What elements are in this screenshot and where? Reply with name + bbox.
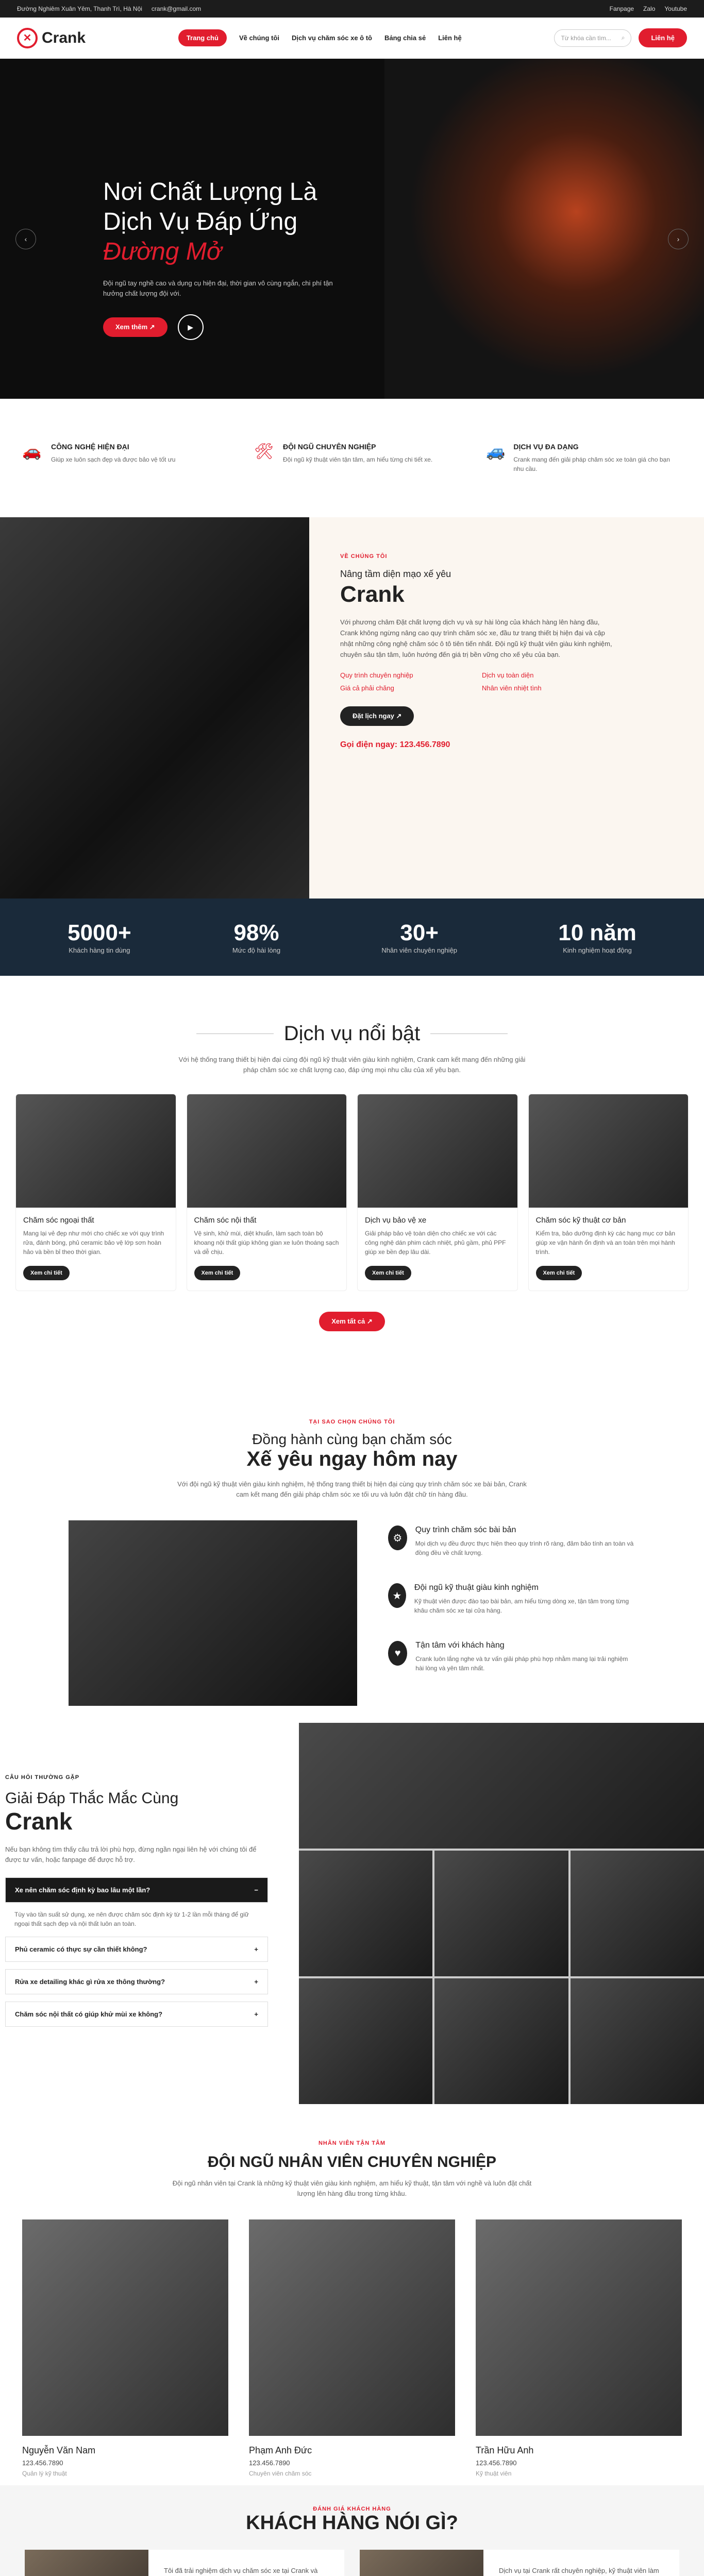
service-detail-button[interactable]: Xem chi tiết: [536, 1266, 582, 1280]
about-heading: Nâng tầm diện mạo xế yêu: [340, 569, 451, 579]
team-member: Phạm Anh Đức 123.456.7890 Chuyên viên chăm sóc: [249, 2219, 455, 2477]
team-member: Nguyễn Văn Nam 123.456.7890 Quản lý kỹ thuật: [22, 2219, 228, 2477]
services-section: Dịch vụ nổi bật Với hệ thống trang thiết bị hiện đại cùng đội ngũ kỹ thuật viên giàu kinh nghiệm, Crank cam kết mang đến những giải pháp chăm sóc xe chất lượng cao, đáp ứng mọi nhu cầu của xế yêu bạn. Chăm sóc ngoại thất Mang lại vẻ đẹp như mới cho chiếc xe với quy trình rửa, đánh bóng, phủ ceramic bảo vệ lớp sơn hoàn hảo và bền bỉ theo thời gian. Xem chi tiết Chăm sóc nội thất Vệ sinh, khử mùi, diệt khuẩn, làm sạch toàn bộ khoang nội thất giúp không gian xe luôn thoáng sạch và dễ chịu. Xem chi tiết Dịch vụ bảo vệ xe Giải pháp bảo vệ toàn diện cho chiếc xe với các công nghệ dán phim cách nhiệt, phủ gầm, phủ PPF giúp xe bền đẹp lâu dài. Xem chi tiết Chăm sóc kỹ thuật cơ bản Kiểm tra, bảo dưỡng định kỳ các hạng mục cơ bản giúp xe vận hành ổn định và an toàn trên mọi hành trình. Xem chi tiết Xem tất cả ↗: [0, 976, 704, 1388]
team-icon: 🛠: [254, 443, 274, 460]
fanpage-link[interactable]: Fanpage: [609, 5, 634, 12]
about-desc: Với phương châm Đặt chất lượng dịch vụ và sự hài lòng của khách hàng lên hàng đầu, Crank không ngừng nâng cao quy trình chăm sóc xe, đầu tư trang thiết bị hiện đại và cập nhật những công nghệ chăm sóc ô tô tiên tiến nhất. Đội ngũ kỹ thuật viên giàu kinh nghiệm, chuyên sâu tận tâm, luôn hướng đến giá trị bền vững cho xế yêu của bạn.: [340, 618, 612, 658]
faq-question-open[interactable]: Xe nên chăm sóc định kỳ bao lâu một lần? −: [5, 1877, 268, 1903]
service-detail-button[interactable]: Xem chi tiết: [194, 1266, 241, 1280]
about-section: [0, 517, 704, 899]
testimonials-section: ĐÁNH GIÁ KHÁCH HÀNG KHÁCH HÀNG NÓI GÌ? Tôi đã trải nghiệm dịch vụ chăm sóc xe tại Crank và Dịch vụ tại Crank rất chuyên nghiệp, kỹ thuật viên làm: [0, 2485, 704, 2576]
feature-item: 🚗 CÔNG NGHỆ HIỆN ĐẠI Giúp xe luôn sạch đẹp và được bảo vệ tốt ưu: [22, 443, 218, 473]
testimonial-card: Dịch vụ tại Crank rất chuyên nghiệp, kỹ thuật viên làm: [360, 2550, 679, 2576]
service-detail-button[interactable]: Xem chi tiết: [23, 1266, 70, 1280]
prev-slide-icon[interactable]: ‹: [15, 229, 36, 249]
faq-question[interactable]: Chăm sóc nội thất có giúp khử mùi xe không? +: [5, 2002, 268, 2027]
services-title: Dịch vụ nổi bật: [283, 1022, 421, 1045]
header: [0, 18, 704, 59]
process-icon: ⚙: [388, 1526, 407, 1550]
book-now-button[interactable]: Đặt lịch ngay ↗: [340, 706, 414, 726]
play-icon[interactable]: ▶: [178, 314, 204, 340]
about-tag: VỀ CHÚNG TÔI: [340, 553, 388, 560]
heart-icon: ♥: [388, 1641, 407, 1666]
nav-about[interactable]: Về chúng tôi: [239, 34, 279, 42]
features: [0, 399, 704, 517]
faq-section: CÂU HỎI THƯỜNG GẶP Giải Đáp Thắc Mắc Cùng Crank Nếu bạn không tìm thấy câu trả lời phù hợp, đừng ngần ngại liên hệ với chúng tôi để được tư vấn, hoặc fanpage để được hỗ trợ. Xe nên chăm sóc định kỳ bao lâu một lần? − Tùy vào tần suất sử dụng, xe nên được chăm sóc định kỳ từ 1-2 lần mỗi tháng để giữ ngoại thất sạch đẹp và nội thất luôn an toàn. Phủ ceramic có thực sự cần thiết không? + Rửa xe detailing khác gì rửa xe thông thường? + Chăm sóc nội thất có giúp khử mùi xe không? +: [0, 1723, 704, 2104]
top-bar: [0, 0, 704, 18]
search-icon[interactable]: ⌕: [621, 34, 625, 41]
zalo-link[interactable]: Zalo: [643, 5, 656, 12]
nav-services[interactable]: Dịch vụ chăm sóc xe ô tô: [291, 34, 372, 42]
nav-share[interactable]: Bảng chia sẻ: [384, 34, 426, 42]
service-card[interactable]: Chăm sóc ngoại thất Mang lại vẻ đẹp như mới cho chiếc xe với quy trình rửa, đánh bóng, phủ ceramic bảo vệ lớp sơn hoàn hảo và bền bỉ theo thời gian. Xem chi tiết: [15, 1094, 176, 1291]
hotline[interactable]: Gọi điện ngay: 123.456.7890: [340, 740, 450, 749]
team-section: NHÂN VIÊN TẬN TÂM ĐỘI NGŨ NHÂN VIÊN CHUYÊN NGHIỆP Đội ngũ nhân viên tại Crank là những kỹ thuật viên giàu kinh nghiệm, am hiểu kỹ thuật, tận tâm với nghề và luôn đặt chất lượng lên hàng đầu trong từng khâu. Nguyễn Văn Nam 123.456.7890 Quản lý kỹ thuật Phạm Anh Đức 123.456.7890 Chuyên viên chăm sóc Trần Hữu Anh 123.456.7890 Kỹ thuật viên: [0, 2104, 704, 2485]
hero-image: [384, 59, 704, 399]
service-icon: 🚙: [486, 443, 506, 460]
expert-icon: ★: [388, 1583, 406, 1608]
about-image: [0, 517, 309, 899]
service-detail-button[interactable]: Xem chi tiết: [365, 1266, 411, 1280]
minus-icon: −: [254, 1886, 258, 1894]
nav-home[interactable]: Trang chủ: [178, 29, 227, 46]
wrench-logo-icon: ✕: [17, 28, 38, 48]
all-services-button[interactable]: Xem tất cả ↗: [319, 1312, 385, 1331]
about-brand: Crank: [340, 582, 405, 607]
faq-question[interactable]: Phủ ceramic có thực sự cần thiết không? +: [5, 1937, 268, 1962]
stats-bar: 5000+ Khách hàng tin dùng 98% Mức độ hài lòng 30+ Nhân viên chuyên nghiệp 10 năm Kinh nghiệm hoạt động: [0, 899, 704, 976]
search-input[interactable]: Từ khóa cần tìm... ⌕: [554, 29, 631, 47]
service-card[interactable]: Chăm sóc kỹ thuật cơ bản Kiểm tra, bảo dưỡng định kỳ các hạng mục cơ bản giúp xe vận hành ổn định và an toàn trên mọi hành trình. Xem chi tiết: [528, 1094, 689, 1291]
email-link[interactable]: crank@gmail.com: [151, 5, 202, 12]
plus-icon: +: [254, 1978, 258, 1986]
plus-icon: +: [254, 2010, 258, 2018]
address-text: Đường Nghiêm Xuân Yêm, Thanh Trì, Hà Nội: [17, 5, 142, 12]
hero-title: Nơi Chất Lượng Là Dịch Vụ Đáp Ứng Đường Mở: [103, 178, 317, 265]
service-card[interactable]: Chăm sóc nội thất Vệ sinh, khử mùi, diệt khuẩn, làm sạch toàn bộ khoang nội thất giúp không gian xe luôn thoáng sạch và dễ chịu. Xem chi tiết: [187, 1094, 347, 1291]
main-nav: [178, 29, 462, 46]
plus-icon: +: [254, 1945, 258, 1953]
about-list: Quy trình chuyên nghiệp Dịch vụ toàn diện Giá cả phải chăng Nhân viên nhiệt tình: [340, 671, 542, 692]
nav-contact[interactable]: Liên hệ: [438, 34, 462, 42]
hero-desc: Đội ngũ tay nghề cao và dụng cụ hiện đại, thời gian vô cùng ngắn, chi phí tận hưởng chất lượng đội với.: [103, 279, 333, 297]
why-us-section: TẠI SAO CHỌN CHÚNG TÔI Đồng hành cùng bạn chăm sóc Xế yêu ngay hôm nay Với đội ngũ kỹ thuật viên giàu kinh nghiệm, hệ thống trang thiết bị hiện đại cùng quy trình chăm sóc xe bài bản, Crank cam kết mang đến giải pháp chăm sóc xe tối ưu và luôn đặt chữ tín hàng đầu. ⚙ Quy trình chăm sóc bài bản Mọi dịch vụ đều được thực hiện theo quy trình rõ ràng, đảm bảo tính an toàn và đồng đều về chất lượng. ★ Đội ngũ kỹ thuật giàu kinh nghiệm Kỹ thuật viên được đào tạo bài bản, am hiểu từng dòng xe, tận tâm trong từng khâu chăm sóc xe tại cửa hàng. ♥ Tận tâm với khách hàng Crank luôn lắng nghe và tư vấn giải pháp phù hợp nhằm mang lại trải nghiệm hài lòng và yên tâm nhất.: [0, 1388, 704, 1723]
faq-question[interactable]: Rửa xe detailing khác gì rửa xe thông thường? +: [5, 1969, 268, 1994]
contact-button[interactable]: Liên hệ: [639, 28, 687, 47]
youtube-link[interactable]: Youtube: [664, 5, 687, 12]
feature-item: 🚙 DỊCH VỤ ĐA DẠNG Crank mang đến giải pháp chăm sóc xe toàn giá cho bạn nhu cầu.: [486, 443, 670, 472]
hero-more-button[interactable]: Xem thêm ↗: [103, 317, 167, 337]
site-logo[interactable]: ✕ Crank: [17, 28, 86, 48]
next-slide-icon[interactable]: ›: [668, 229, 689, 249]
car-icon: 🚗: [22, 443, 42, 460]
feature-item: 🛠 ĐỘI NGŨ CHUYÊN NGHIỆP Đội ngũ kỹ thuật viên tận tâm, am hiểu từng chi tiết xe.: [254, 443, 450, 473]
care-image: [69, 1520, 357, 1706]
team-member: Trần Hữu Anh 123.456.7890 Kỹ thuật viên: [476, 2219, 682, 2477]
testimonial-card: Tôi đã trải nghiệm dịch vụ chăm sóc xe tại Crank và: [25, 2550, 344, 2576]
hero-banner: [0, 59, 704, 399]
faq-gallery: [299, 1723, 704, 2104]
service-card[interactable]: Dịch vụ bảo vệ xe Giải pháp bảo vệ toàn diện cho chiếc xe với các công nghệ dán phim cách nhiệt, phủ gầm, phủ PPF giúp xe bền đẹp lâu dài. Xem chi tiết: [357, 1094, 518, 1291]
